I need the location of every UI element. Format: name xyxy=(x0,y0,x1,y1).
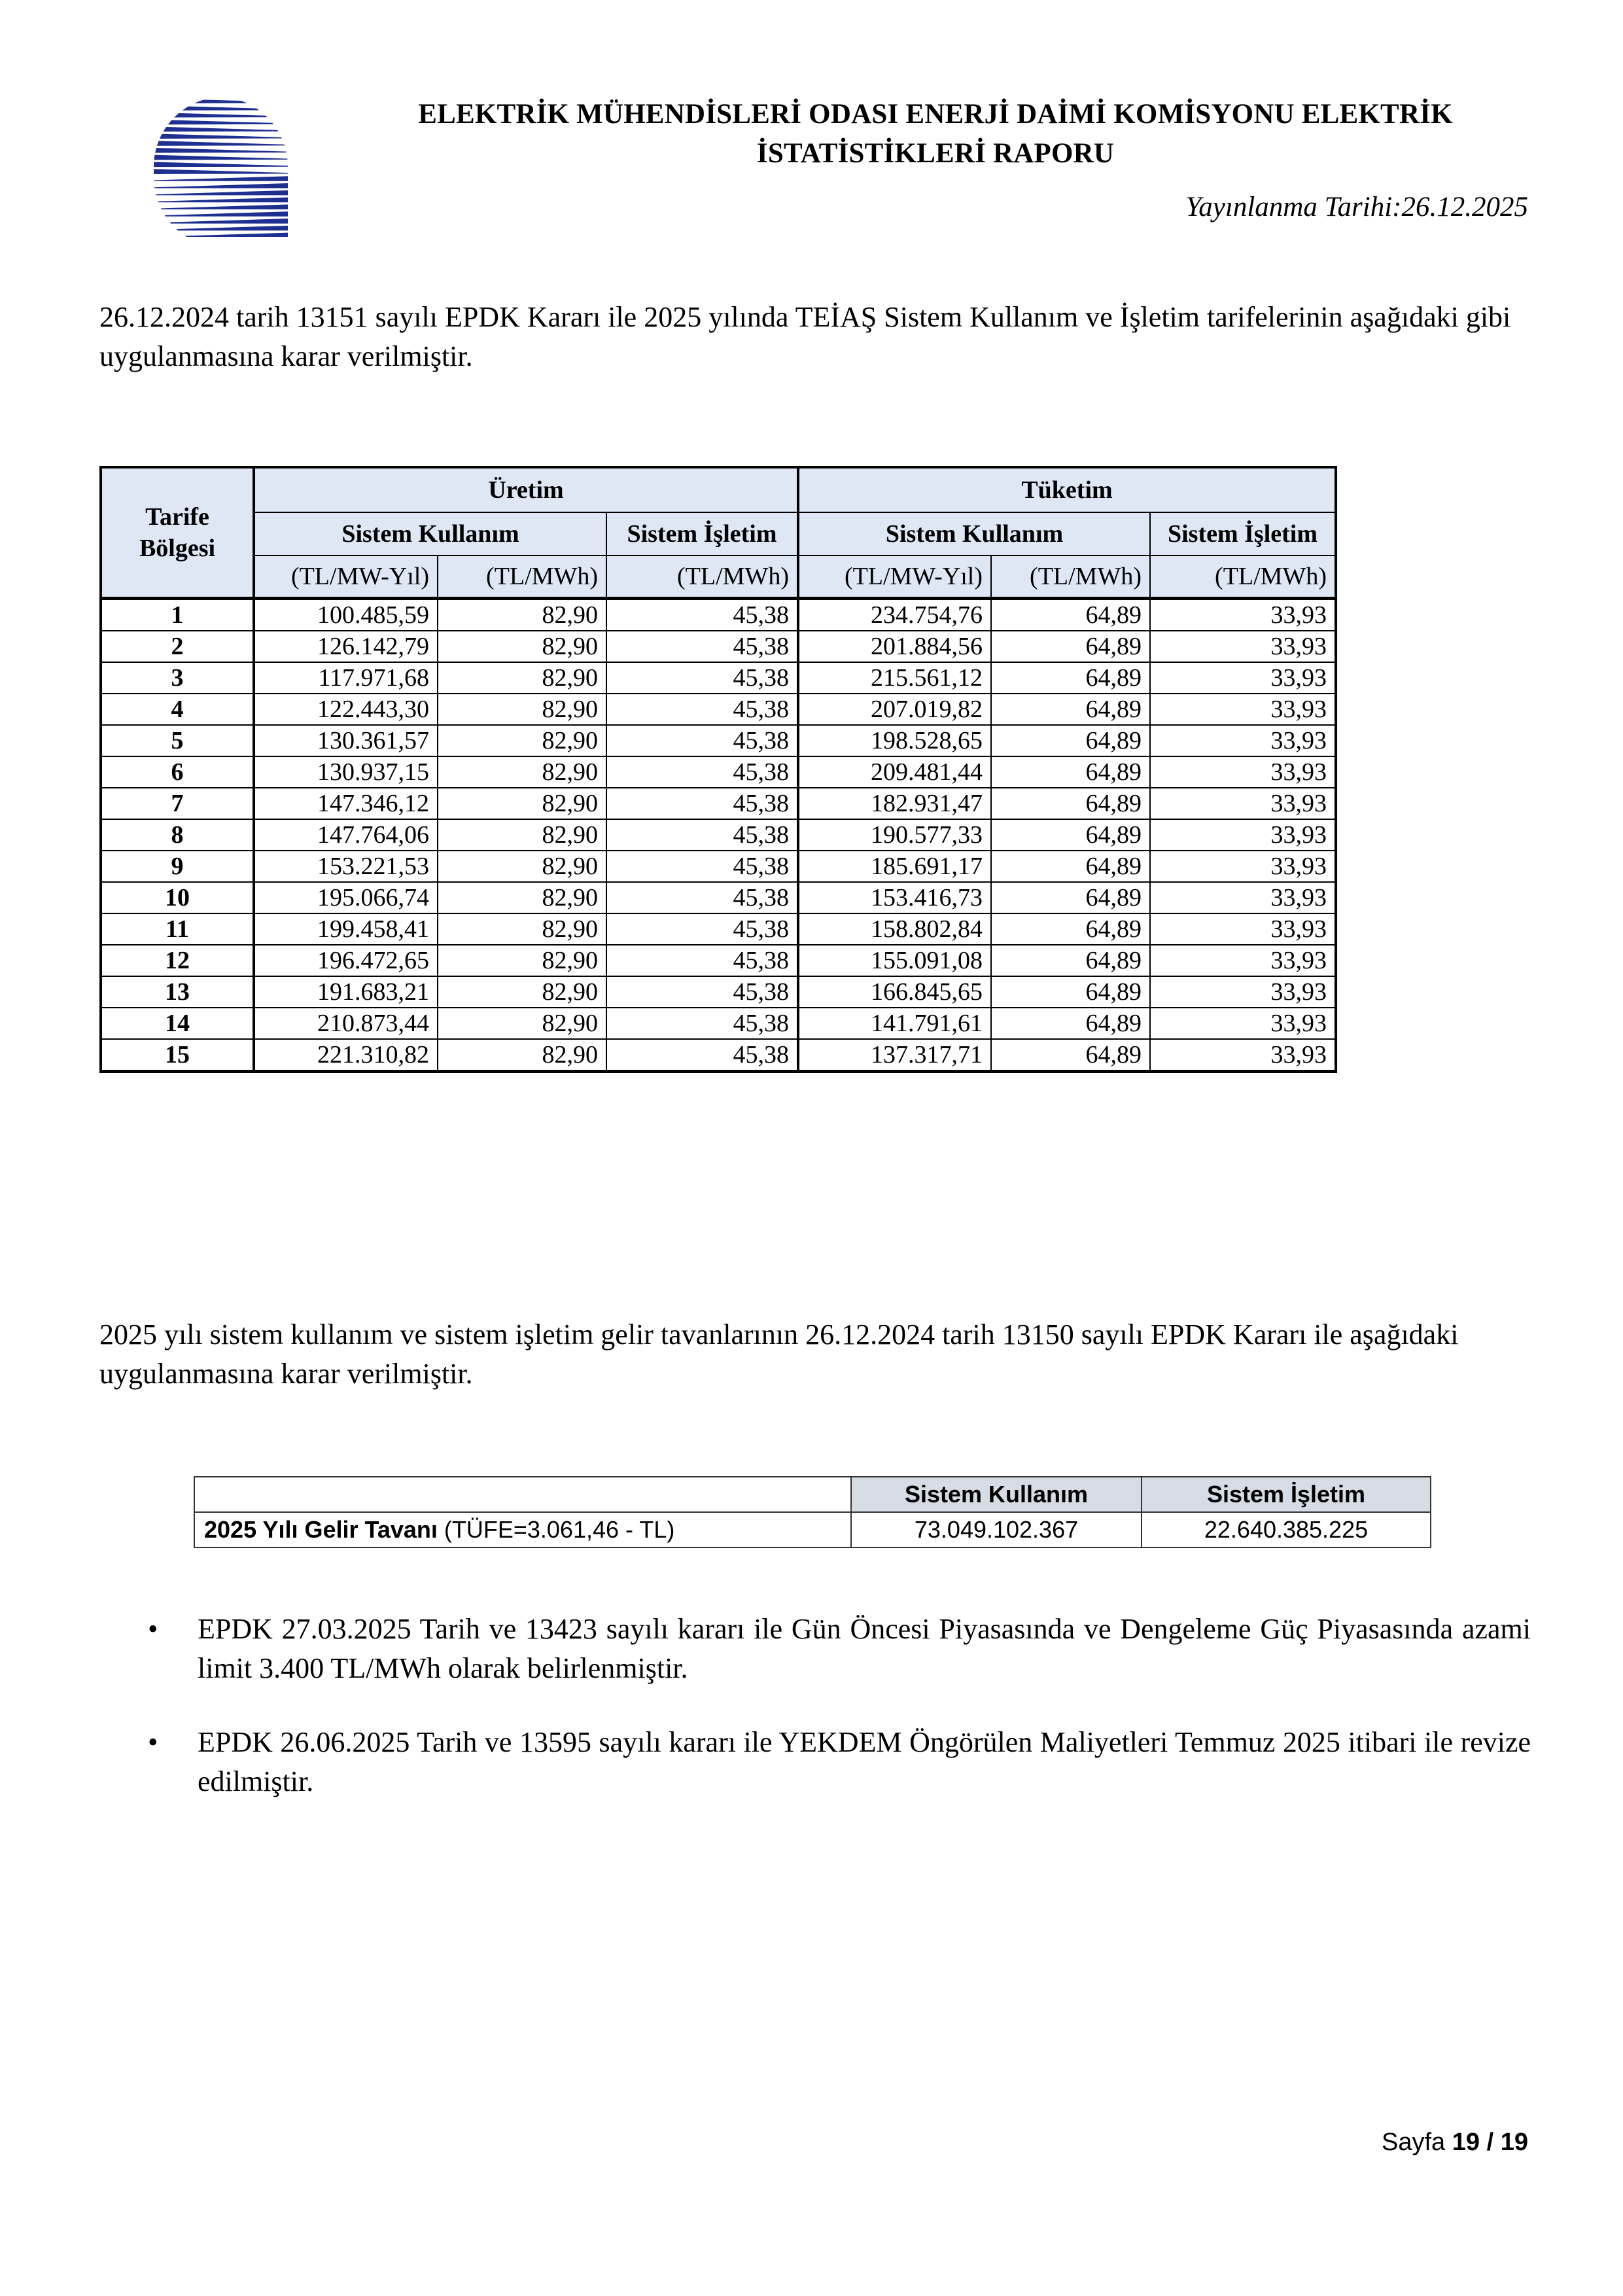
value-cell: 45,38 xyxy=(606,1008,798,1039)
value-cell: 82,90 xyxy=(438,662,606,694)
value-cell: 64,89 xyxy=(991,599,1150,631)
current-page: 19 xyxy=(1452,2128,1480,2156)
value-cell: 33,93 xyxy=(1150,976,1336,1008)
value-cell: 122.443,30 xyxy=(254,694,438,725)
revenue-cap-header: Sistem İşletim xyxy=(1142,1477,1431,1512)
report-title-line-2: İSTATİSTİKLERİ RAPORU xyxy=(756,138,1115,169)
value-cell: 33,93 xyxy=(1150,819,1336,851)
region-cell: 11 xyxy=(101,913,254,945)
value-cell: 45,38 xyxy=(606,599,798,631)
table-row xyxy=(101,662,1336,694)
emo-logo-icon xyxy=(147,92,298,242)
logo-stripe xyxy=(147,105,298,111)
value-cell: 45,38 xyxy=(606,788,798,819)
table-row xyxy=(101,882,1336,913)
region-cell: 2 xyxy=(101,631,254,662)
value-cell: 33,93 xyxy=(1150,788,1336,819)
region-header: Tarife Bölgesi xyxy=(101,467,254,599)
table-row xyxy=(101,756,1336,788)
revenue-cap-header: Sistem Kullanım xyxy=(851,1477,1142,1512)
value-cell: 33,93 xyxy=(1150,851,1336,882)
logo-stripe xyxy=(147,126,298,132)
logo-stripe xyxy=(147,148,298,153)
total-pages: 19 xyxy=(1500,2128,1528,2156)
value-cell: 82,90 xyxy=(438,976,606,1008)
unit-header: (TL/MW-Yıl) xyxy=(798,556,991,599)
value-cell: 82,90 xyxy=(438,913,606,945)
value-cell: 45,38 xyxy=(606,662,798,694)
logo-stripe xyxy=(147,176,298,181)
value-cell: 234.754,76 xyxy=(798,599,991,631)
table-row xyxy=(101,788,1336,819)
value-cell: 64,89 xyxy=(991,1008,1150,1039)
value-cell: 215.561,12 xyxy=(798,662,991,694)
publication-date: Yayınlanma Tarihi:26.12.2025 xyxy=(1185,192,1528,222)
value-cell: 45,38 xyxy=(606,945,798,976)
region-cell: 7 xyxy=(101,788,254,819)
value-cell: 82,90 xyxy=(438,851,606,882)
value-cell: 210.873,44 xyxy=(254,1008,438,1039)
value-cell: 199.458,41 xyxy=(254,913,438,945)
value-cell: 185.691,17 xyxy=(798,851,991,882)
region-cell: 14 xyxy=(101,1008,254,1039)
value-cell: 33,93 xyxy=(1150,631,1336,662)
region-cell: 3 xyxy=(101,662,254,694)
value-cell: 64,89 xyxy=(991,882,1150,913)
unit-header: (TL/MW-Yıl) xyxy=(254,556,438,599)
report-title-line-1: ELEKTRİK MÜHENDİSLERİ ODASI ENERJİ DAİMİ KOMİSYONU ELEKTRİK xyxy=(418,99,1453,130)
value-cell: 45,38 xyxy=(606,819,798,851)
value-cell: 153.416,73 xyxy=(798,882,991,913)
value-cell: 137.317,71 xyxy=(798,1039,991,1072)
region-cell: 15 xyxy=(101,1039,254,1072)
bullet-icon: • xyxy=(148,1613,158,1645)
value-cell: 45,38 xyxy=(606,913,798,945)
table-row xyxy=(101,819,1336,851)
group-header-tuketim: Tüketim xyxy=(798,467,1336,512)
value-cell: 33,93 xyxy=(1150,945,1336,976)
value-cell: 82,90 xyxy=(438,819,606,851)
region-cell: 8 xyxy=(101,819,254,851)
region-cell: 1 xyxy=(101,599,254,631)
value-cell: 198.528,65 xyxy=(798,725,991,756)
unit-header: (TL/MWh) xyxy=(606,556,798,599)
value-cell: 100.485,59 xyxy=(254,599,438,631)
value-cell: 191.683,21 xyxy=(254,976,438,1008)
bullet-text: EPDK 26.06.2025 Tarih ve 13595 sayılı kararı ile YEKDEM Öngörülen Maliyetleri Temmuz 2025 itibari ile revize edilmiştir. xyxy=(198,1726,1531,1797)
logo-stripe xyxy=(147,190,298,195)
value-cell: 153.221,53 xyxy=(254,851,438,882)
subgroup-header: Sistem İşletim xyxy=(606,512,798,556)
value-cell: 64,89 xyxy=(991,976,1150,1008)
value-cell: 64,89 xyxy=(991,913,1150,945)
logo-stripe xyxy=(147,141,298,146)
unit-header: (TL/MWh) xyxy=(991,556,1150,599)
value-cell: 33,93 xyxy=(1150,599,1336,631)
group-header-uretim: Üretim xyxy=(254,467,798,512)
revenue-cap-corner xyxy=(194,1477,851,1512)
logo-stripe xyxy=(147,197,298,202)
value-cell: 45,38 xyxy=(606,631,798,662)
logo-stripe xyxy=(147,98,298,103)
logo-stripe xyxy=(147,183,298,188)
value-cell: 33,93 xyxy=(1150,882,1336,913)
unit-header: (TL/MWh) xyxy=(1150,556,1336,599)
region-cell: 12 xyxy=(101,945,254,976)
value-cell: 130.361,57 xyxy=(254,725,438,756)
value-cell: 147.764,06 xyxy=(254,819,438,851)
value-cell: 64,89 xyxy=(991,851,1150,882)
unit-header: (TL/MWh) xyxy=(438,556,606,599)
region-cell: 6 xyxy=(101,756,254,788)
value-cell: 45,38 xyxy=(606,725,798,756)
value-cell: 64,89 xyxy=(991,694,1150,725)
intro-paragraph: 26.12.2024 tarih 13151 sayılı EPDK Kararı ile 2025 yılında TEİAŞ Sistem Kullanım ve İşletim tarifelerinin aşağıdaki gibi uygulanmasına karar verilmiştir. xyxy=(99,301,1511,372)
value-cell: 64,89 xyxy=(991,756,1150,788)
value-cell: 33,93 xyxy=(1150,725,1336,756)
revenue-cap-value: 22.640.385.225 xyxy=(1142,1512,1431,1547)
logo-stripe xyxy=(147,154,298,160)
logo-stripe xyxy=(147,225,298,230)
logo-stripe xyxy=(147,119,298,124)
value-cell: 82,90 xyxy=(438,1039,606,1072)
logo-stripe xyxy=(147,113,298,118)
subgroup-header: Sistem İşletim xyxy=(1150,512,1336,556)
value-cell: 82,90 xyxy=(438,945,606,976)
table-row xyxy=(101,694,1336,725)
revenue-cap-row-label: 2025 Yılı Gelir Tavanı (TÜFE=3.061,46 - TL) xyxy=(194,1512,851,1547)
bullet-icon: • xyxy=(148,1726,158,1758)
revenue-cap-value: 73.049.102.367 xyxy=(851,1512,1142,1547)
value-cell: 33,93 xyxy=(1150,913,1336,945)
tariff-table-body xyxy=(101,599,1336,1072)
value-cell: 33,93 xyxy=(1150,662,1336,694)
value-cell: 82,90 xyxy=(438,756,606,788)
value-cell: 190.577,33 xyxy=(798,819,991,851)
bullet-item xyxy=(148,1610,1531,1688)
table-row xyxy=(101,1008,1336,1039)
value-cell: 82,90 xyxy=(438,631,606,662)
value-cell: 45,38 xyxy=(606,882,798,913)
table-row xyxy=(101,945,1336,976)
region-cell: 13 xyxy=(101,976,254,1008)
value-cell: 45,38 xyxy=(606,756,798,788)
value-cell: 33,93 xyxy=(1150,756,1336,788)
table-row xyxy=(101,1039,1336,1072)
value-cell: 82,90 xyxy=(438,725,606,756)
value-cell: 64,89 xyxy=(991,945,1150,976)
value-cell: 221.310,82 xyxy=(254,1039,438,1072)
bullet-item xyxy=(148,1723,1531,1801)
logo-stripe xyxy=(147,219,298,224)
value-cell: 195.066,74 xyxy=(254,882,438,913)
value-cell: 126.142,79 xyxy=(254,631,438,662)
value-cell: 33,93 xyxy=(1150,694,1336,725)
value-cell: 82,90 xyxy=(438,599,606,631)
value-cell: 130.937,15 xyxy=(254,756,438,788)
value-cell: 64,89 xyxy=(991,725,1150,756)
logo-stripe xyxy=(147,211,298,217)
region-cell: 5 xyxy=(101,725,254,756)
value-cell: 64,89 xyxy=(991,662,1150,694)
value-cell: 33,93 xyxy=(1150,1008,1336,1039)
value-cell: 147.346,12 xyxy=(254,788,438,819)
logo-stripe xyxy=(147,232,298,238)
value-cell: 82,90 xyxy=(438,1008,606,1039)
value-cell: 155.091,08 xyxy=(798,945,991,976)
logo-stripe xyxy=(147,162,298,167)
value-cell: 182.931,47 xyxy=(798,788,991,819)
value-cell: 166.845,65 xyxy=(798,976,991,1008)
value-cell: 82,90 xyxy=(438,788,606,819)
value-cell: 141.791,61 xyxy=(798,1008,991,1039)
value-cell: 64,89 xyxy=(991,788,1150,819)
value-cell: 82,90 xyxy=(438,882,606,913)
value-cell: 64,89 xyxy=(991,1039,1150,1072)
subgroup-header: Sistem Kullanım xyxy=(798,512,1150,556)
revenue-cap-paragraph: 2025 yılı sistem kullanım ve sistem işletim gelir tavanlarının 26.12.2024 tarih 13150 sayılı EPDK Kararı ile aşağıdaki uygulanmasına karar verilmiştir. xyxy=(99,1318,1459,1390)
value-cell: 45,38 xyxy=(606,694,798,725)
logo-stripe xyxy=(147,204,298,209)
table-row xyxy=(101,913,1336,945)
table-row xyxy=(101,851,1336,882)
report-title xyxy=(340,95,1531,173)
table-row xyxy=(101,725,1336,756)
logo-stripe xyxy=(147,133,298,139)
value-cell: 207.019,82 xyxy=(798,694,991,725)
value-cell: 82,90 xyxy=(438,694,606,725)
value-cell: 45,38 xyxy=(606,1039,798,1072)
subgroup-header: Sistem Kullanım xyxy=(254,512,606,556)
table-row xyxy=(101,631,1336,662)
value-cell: 158.802,84 xyxy=(798,913,991,945)
value-cell: 196.472,65 xyxy=(254,945,438,976)
value-cell: 209.481,44 xyxy=(798,756,991,788)
value-cell: 64,89 xyxy=(991,631,1150,662)
value-cell: 33,93 xyxy=(1150,1039,1336,1072)
region-cell: 10 xyxy=(101,882,254,913)
value-cell: 45,38 xyxy=(606,851,798,882)
value-cell: 64,89 xyxy=(991,819,1150,851)
revenue-cap-table xyxy=(194,1476,1431,1548)
table-row xyxy=(101,976,1336,1008)
value-cell: 117.971,68 xyxy=(254,662,438,694)
bullet-text: EPDK 27.03.2025 Tarih ve 13423 sayılı kararı ile Gün Öncesi Piyasasında ve Dengeleme Güç Piyasasında azami limit 3.400 TL/MWh olarak belirlenmiştir. xyxy=(198,1613,1531,1684)
value-cell: 45,38 xyxy=(606,976,798,1008)
logo-stripe xyxy=(147,169,298,174)
tariff-table xyxy=(99,466,1337,1073)
table-row xyxy=(101,599,1336,631)
value-cell: 201.884,56 xyxy=(798,631,991,662)
region-cell: 9 xyxy=(101,851,254,882)
region-cell: 4 xyxy=(101,694,254,725)
page-number: Sayfa 19 / 19 xyxy=(1382,2128,1528,2156)
